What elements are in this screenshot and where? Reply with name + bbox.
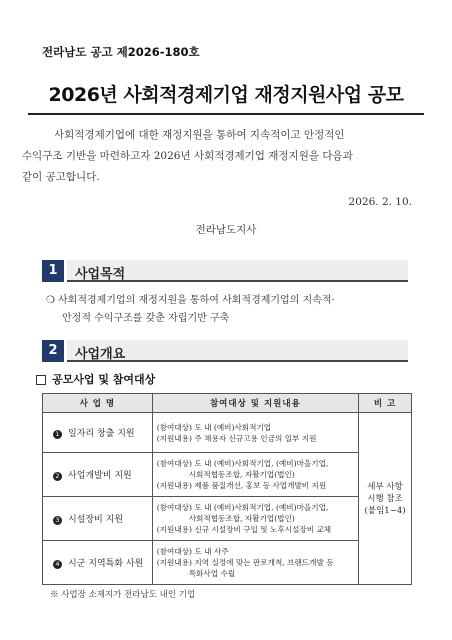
detail-line: 특화사업 수립 — [188, 569, 236, 578]
section-header-purpose — [42, 260, 408, 282]
section-title: 사업개요 — [75, 347, 126, 362]
section-title: 사업목적 — [75, 267, 126, 282]
program-name-cell — [43, 413, 153, 453]
program-name: 일자리 창출 지원 — [68, 429, 135, 439]
detail-line: (참여대상) 도 내 사주 — [156, 547, 229, 556]
column-header: 비 고 — [359, 394, 412, 413]
table-header-row — [43, 394, 412, 413]
footnote: ※ 사업장 소재지가 전라남도 내인 기업 — [50, 590, 196, 600]
program-detail-cell — [152, 541, 358, 585]
detail-line: (참여대상) 도 내 (예비)사회적기업, (예비)마을기업, — [156, 503, 329, 512]
intro-line: 수익구조 기반을 마련하고자 2026년 사회적경제기업 재정지원을 다음과 — [22, 150, 353, 162]
intro-line: 사회적경제기업에 대한 재정지원을 통하여 지속적이고 안정적인 — [54, 129, 345, 141]
bullet-icon: ❍ — [46, 295, 55, 306]
notice-date: 2026. 2. 10. — [348, 196, 412, 208]
column-header: 사 업 명 — [43, 394, 153, 413]
remarks-line: (붙임1~4) — [364, 505, 406, 516]
detail-line: 시회적협동조합, 자활기업(법인) — [188, 470, 295, 479]
intro-line: 같이 공고합니다. — [22, 171, 100, 183]
program-name: 사업개발비 지원 — [68, 471, 132, 481]
detail-line: (참여대상) 도 내 (예비)사회적기업, (예비)마을기업, — [156, 459, 329, 468]
program-name-cell — [43, 541, 153, 585]
title-divider — [28, 113, 424, 115]
detail-line: (지원내용) 지역 실정에 맞는 판로개척, 브랜드개발 등 — [156, 558, 334, 567]
remarks-cell — [359, 413, 412, 585]
table-row — [43, 453, 412, 497]
subsection-title-text: 공모사업 및 참여대상 — [52, 373, 156, 386]
detail-line: (지원내용) 주 채용자 신규고용 인금의 일부 지원 — [156, 433, 317, 443]
program-name-cell — [43, 453, 153, 497]
remarks-line: 세부 사항 — [367, 481, 403, 492]
issuing-organization: 전라남도지사 — [195, 224, 257, 236]
detail-line: (참여대상) 도 내 (예비)사회적기업 — [156, 422, 272, 432]
detail-line: (지원내용) 신규 시설장비 구입 및 노후시설장비 교체 — [156, 525, 332, 534]
section-title-bar — [67, 340, 408, 362]
notice-number: 전라남도 공고 제2026-180호 — [42, 45, 200, 59]
program-name-cell — [43, 497, 153, 541]
number-circle-icon: 4 — [53, 560, 62, 569]
purpose-text: 안정적 수익구조를 갖춘 자립기반 구축 — [62, 313, 230, 324]
intro-paragraph — [22, 125, 418, 188]
program-name: 시설장비 지원 — [68, 515, 124, 525]
number-circle-icon: 1 — [53, 430, 62, 439]
detail-line: (지원내용) 제품 품질개선, 홍보 등 사업개발비 지원 — [156, 481, 327, 490]
program-detail-cell — [152, 453, 358, 497]
subsection-title — [36, 371, 155, 387]
program-name: 시군 지역특화 사원 — [68, 559, 144, 569]
program-table — [42, 393, 412, 585]
section-number: 1 — [42, 260, 64, 282]
remarks-line: 시행 참조 — [367, 493, 403, 504]
table-row — [43, 541, 412, 585]
purpose-bullet — [46, 292, 426, 328]
section-title-bar — [67, 260, 408, 282]
program-detail-cell — [152, 413, 358, 453]
purpose-text: 사회적경제기업의 재정지원을 통하여 사회적경제기업의 지속적· — [58, 295, 335, 306]
number-circle-icon: 3 — [53, 516, 62, 525]
program-detail-cell — [152, 497, 358, 541]
column-header: 참여대상 및 지원내용 — [152, 394, 358, 413]
page-title: 2026년 사회적경제기업 재정지원사업 공모 — [48, 84, 404, 106]
table-row — [43, 413, 412, 453]
checkbox-square-icon — [36, 375, 46, 385]
detail-line: 사회적협동조합, 자활기업(법인) — [188, 514, 295, 523]
number-circle-icon: 2 — [53, 472, 62, 481]
section-number: 2 — [42, 340, 64, 362]
section-header-overview — [42, 340, 408, 362]
table-row — [43, 497, 412, 541]
